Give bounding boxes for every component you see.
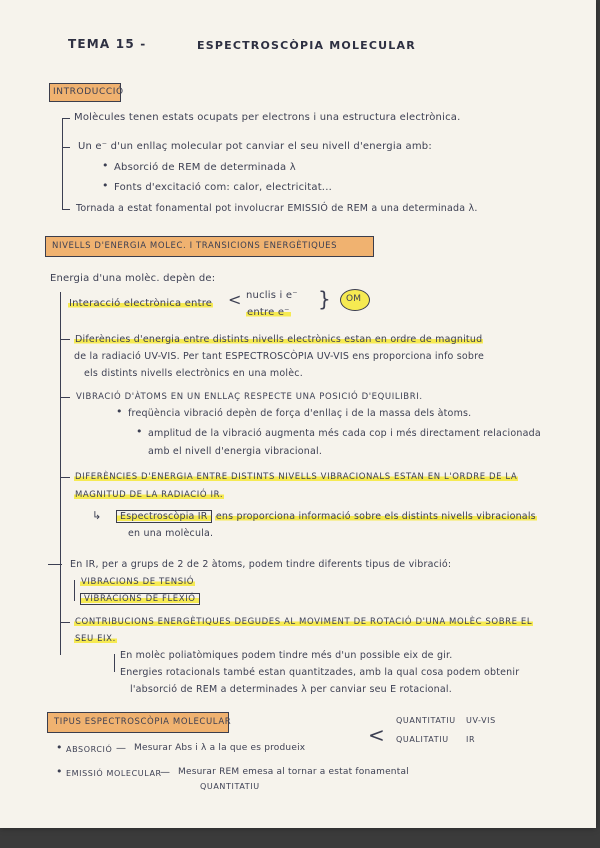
bracket-tick [62, 209, 70, 210]
intro-line-1: Molècules tenen estats ocupats per electrons i una estructura electrònica. [74, 112, 461, 123]
emissio-text: Mesurar REM emesa al tornar a estat fonamental [178, 767, 409, 777]
para-3a [74, 472, 518, 482]
emissio-quant: QUANTITATIU [200, 782, 260, 791]
bracket-tick [60, 477, 70, 478]
para-3a-text: DIFERÈNCIES D'ENERGIA ENTRE DISTINTS NIVELLS VIBRACIONALS ESTAN EN L'ORDRE DE LA [75, 472, 518, 482]
para-5d: Energies rotacionals també estan quantitzades, amb la qual cosa podem obtenir [120, 667, 520, 678]
para-3d: en una molècula. [128, 528, 214, 539]
para-1b: de la radiació UV-VIS. Per tant ESPECTROSCÒPIA UV-VIS ens proporciona info sobre [74, 351, 485, 362]
dash-arrow-icon: — [116, 743, 127, 754]
para-5b-text: SEU EIX. [75, 634, 116, 644]
brace-icon: < [368, 723, 385, 747]
para-1a-text: Diferències d'energia entre distints nivells electrònics estan en ordre de magnitud [75, 334, 483, 345]
branch-electrons-text: entre e⁻ [247, 307, 290, 318]
intro-heading: INTRODUCCIÓ [53, 87, 124, 97]
bullet-icon: • [116, 405, 123, 418]
bracket-tick [60, 397, 70, 398]
energy-depends: Energia d'una molèc. depèn de: [50, 273, 216, 284]
brace-right-icon: } [318, 287, 331, 311]
bullet-icon: • [136, 425, 143, 438]
bullet-icon: • [56, 765, 63, 778]
absorcio-text: Mesurar Abs i λ a la que es produeix [134, 743, 306, 753]
emissio-label: EMISSIÓ MOLECULAR [66, 769, 162, 778]
bracket-line [60, 292, 61, 655]
tipus-heading: TIPUS ESPECTROSCÒPIA MOLECULAR [54, 717, 232, 727]
bracket-tick [62, 118, 70, 119]
bracket-tick [60, 622, 70, 623]
dash-arrow-icon: — [160, 767, 171, 778]
para-4: En IR, per a grups de 2 de 2 àtoms, podem tindre diferents tipus de vibració: [70, 559, 452, 570]
bracket-tick [48, 564, 62, 565]
bullet-icon: • [102, 159, 109, 172]
electronic-interaction [68, 298, 213, 309]
para-5b [74, 634, 117, 644]
vibration-tension-text: VIBRACIONS DE TENSIÓ [81, 577, 195, 587]
intro-bullet-2: Fonts d'excitació com: calor, electricitat... [114, 182, 332, 193]
bullet-icon: • [56, 741, 63, 754]
nivells-heading: NIVELLS D'ENERGIA MOLEC. I TRANSICIONS ENERGÈTIQUES [52, 241, 338, 251]
topic-number: TEMA 15 - [68, 37, 147, 51]
bracket-line [114, 654, 115, 672]
para-5e: l'absorció de REM a determinades λ per canviar seu E rotacional. [130, 684, 452, 695]
para-5a [74, 617, 533, 627]
intro-line-2: Un e⁻ d'un enllaç molecular pot canviar el seu nivell d'energia amb: [78, 141, 432, 152]
para-1a [74, 334, 483, 345]
vibration-flexion [80, 594, 200, 604]
vibration-tension [80, 577, 195, 587]
branch-electrons [246, 307, 291, 318]
para-3b-text: MAGNITUD DE LA RADIACIÓ IR. [75, 490, 224, 500]
para-1c: els distints nivells electrònics en una molèc. [84, 368, 303, 379]
bracket-line [62, 118, 63, 210]
branch-nuclei: nuclis i e⁻ [246, 290, 298, 301]
bracket-line [74, 580, 75, 601]
qual-label: QUALITATIU [396, 735, 449, 744]
para-3c-text: ens proporciona informació sobre els distints nivells vibracionals [215, 511, 536, 522]
para-3c [116, 511, 537, 522]
ir-spectroscopy-box: Espectroscòpia IR [116, 510, 212, 523]
electronic-interaction-text: Interacció electrònica entre [69, 298, 213, 309]
para-5a-text: CONTRIBUCIONS ENERGÈTIQUES DEGUDES AL MOVIMENT DE ROTACIÓ D'UNA MOLÈC SOBRE EL [75, 617, 533, 627]
page-title: ESPECTROSCÒPIA MOLECULAR [197, 39, 416, 52]
para-2-bullet-1: freqüència vibració depèn de força d'enllaç i de la massa dels àtoms. [128, 408, 472, 419]
ir-label: IR [466, 735, 476, 744]
bracket-tick [62, 147, 70, 148]
arrow-icon: ↳ [92, 509, 102, 522]
para-3b [74, 490, 224, 500]
para-2-bullet-2a: amplitud de la vibració augmenta més cada cop i més directament relacionada [148, 428, 541, 439]
brace-icon: < [228, 290, 242, 309]
uvvis-label: UV-VIS [466, 716, 496, 725]
bullet-icon: • [102, 179, 109, 192]
para-2-bullet-2b: amb el nivell d'energia vibracional. [148, 446, 323, 457]
intro-bullet-1: Absorció de REM de determinada λ [114, 162, 296, 173]
bracket-tick [60, 339, 70, 340]
vibration-flexion-text: VIBRACIONS DE FLEXIÓ [80, 593, 200, 605]
absorcio-label: ABSORCIÓ [66, 745, 113, 754]
para-5c: En molèc poliatòmiques podem tindre més d'un possible eix de gir. [120, 650, 453, 661]
intro-line-3: Tornada a estat fonamental pot involucrar EMISSIÓ de REM a una determinada λ. [76, 203, 478, 214]
para-2: VIBRACIÓ D'ÀTOMS EN UN ENLLAÇ RESPECTE UNA POSICIÓ D'EQUILIBRI. [76, 392, 423, 402]
quant-label: QUANTITATIU [396, 716, 456, 725]
om-label: OM [346, 294, 362, 304]
